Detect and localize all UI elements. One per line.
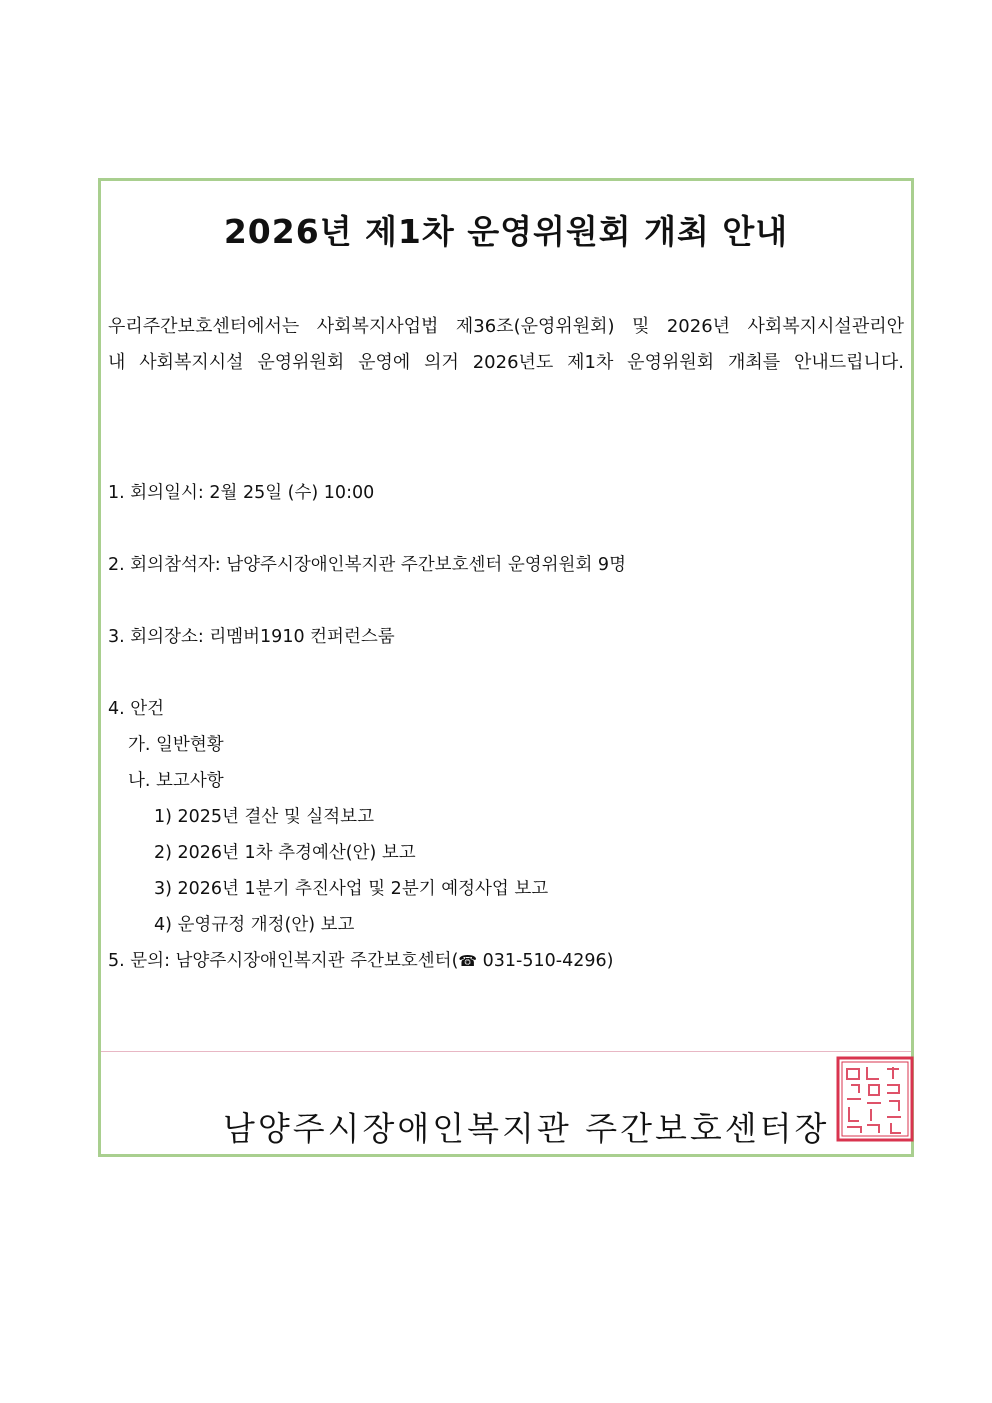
signature-divider [101, 1051, 911, 1052]
contact-prefix: 5. 문의: 남양주시장애인복지관 주간보호센터( [108, 951, 459, 971]
item-attendees: 2. 회의참석자: 남양주시장애인복지관 주간보호센터 운영위원회 9명 [108, 555, 626, 575]
signature-organization: 남양주시장애인복지관 주간보호센터장 [223, 1109, 830, 1148]
report-item-3: 3) 2026년 1분기 추진사업 및 2분기 예정사업 보고 [154, 879, 549, 899]
official-seal-icon [835, 1055, 915, 1143]
report-item-1: 1) 2025년 결산 및 실적보고 [154, 807, 374, 827]
agenda-sub-a: 가. 일반현황 [128, 735, 224, 755]
notice-frame [98, 178, 914, 1157]
report-item-2: 2) 2026년 1차 추경예산(안) 보고 [154, 843, 416, 863]
phone-icon: ☎ [458, 952, 478, 970]
intro-line-1: 우리주간보호센터에서는 사회복지사업법 제36조(운영위원회) 및 2026년 사회복지시설관리안 [108, 316, 904, 337]
report-item-4: 4) 운영규정 개정(안) 보고 [154, 915, 355, 935]
page-title: 2026년 제1차 운영위원회 개최 안내 [223, 212, 789, 251]
intro-paragraph [108, 309, 904, 381]
item-agenda: 4. 안건 [108, 699, 165, 719]
item-contact [108, 947, 613, 972]
agenda-sub-b: 나. 보고사항 [128, 771, 224, 791]
intro-line-2: 내 사회복지시설 운영위원회 운영에 의거 2026년도 제1차 운영위원회 개최를 안내드립니다. [108, 352, 904, 373]
item-place: 3. 회의장소: 리멤버1910 컨퍼런스룸 [108, 627, 395, 647]
item-date: 1. 회의일시: 2월 25일 (수) 10:00 [108, 483, 375, 503]
contact-number: 031-510-4296) [477, 951, 614, 971]
